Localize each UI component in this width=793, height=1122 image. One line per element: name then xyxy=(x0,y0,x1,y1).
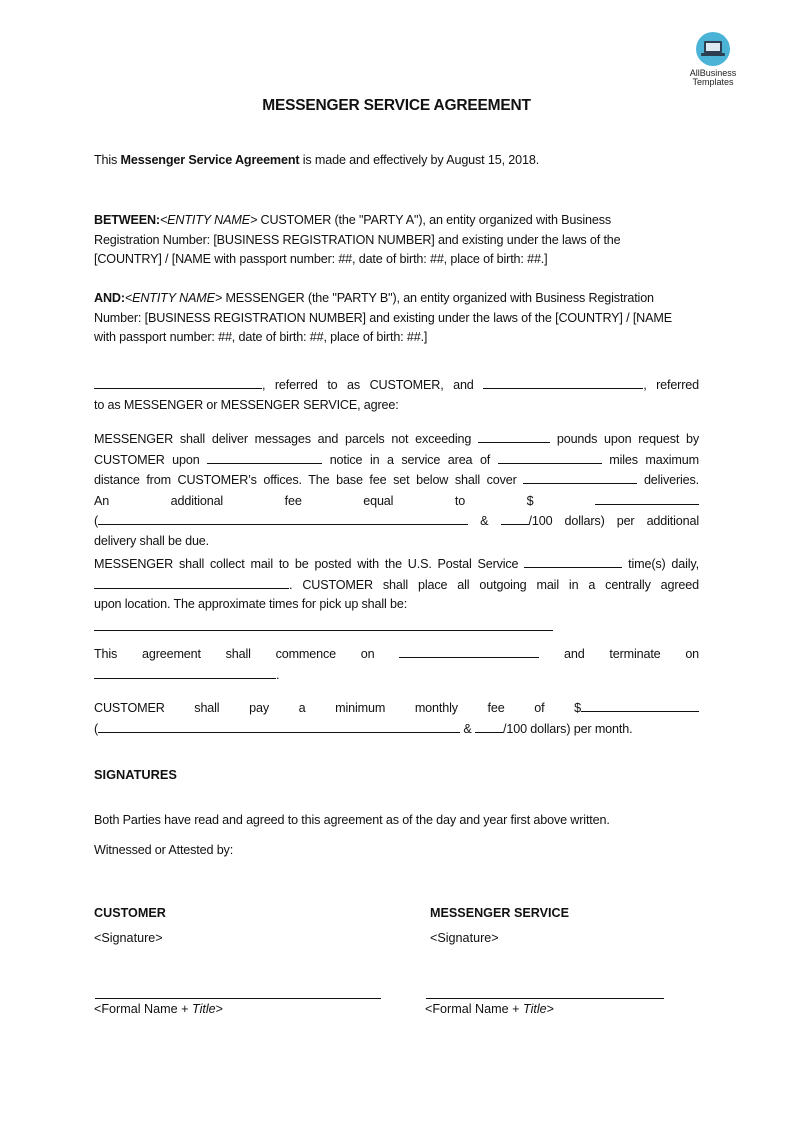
document-title: MESSENGER SERVICE AGREEMENT xyxy=(262,97,531,114)
laptop-icon xyxy=(696,32,730,66)
terminate-date-blank[interactable] xyxy=(94,665,276,679)
word: fee xyxy=(487,701,505,715)
entity-placeholder: <ENTITY NAME> xyxy=(159,213,258,227)
word: fee xyxy=(284,493,302,508)
delivery-text: distance from CUSTOMER’s offices. The base fee set below shall cover xyxy=(94,473,517,487)
word: on xyxy=(360,647,375,661)
word: agreement xyxy=(141,647,201,661)
parties-line2: to as MESSENGER or MESSENGER SERVICE, agree: xyxy=(94,397,399,412)
intro-text-end: is made and effectively by August 15, 2018. xyxy=(299,153,540,167)
comma: , xyxy=(643,378,647,392)
mail-text-line3: upon location. The approximate times for pick up shall be: xyxy=(94,597,408,611)
mail-blank[interactable] xyxy=(94,575,289,589)
word: shall xyxy=(225,647,251,661)
additional-fee-blank[interactable] xyxy=(595,491,699,505)
mail-text: MESSENGER shall collect mail to be posted with the U.S. Postal Service xyxy=(94,557,519,571)
delivery-text: miles maximum xyxy=(609,452,699,467)
delivery-text: MESSENGER shall deliver messages and parcels not exceeding xyxy=(94,432,472,446)
delivery-text: deliveries. xyxy=(643,473,699,487)
word: to xyxy=(454,493,466,508)
customer-label: CUSTOMER xyxy=(94,906,166,920)
monthly-cents-blank[interactable] xyxy=(475,719,503,733)
name-text: <Formal Name + xyxy=(425,1002,523,1016)
word: on xyxy=(685,647,700,661)
times-daily-blank[interactable] xyxy=(524,554,622,568)
delivery-text: notice in a service area of xyxy=(329,452,491,467)
delivery-text-end: delivery shall be due. xyxy=(94,533,210,548)
and-line3: with passport number: ##, date of birth: ##, place of birth: ##.] xyxy=(94,330,428,344)
word: An xyxy=(94,493,110,508)
word: and xyxy=(564,647,585,661)
delivery-paragraph xyxy=(94,429,699,551)
comma: , xyxy=(262,378,266,392)
fee-paragraph xyxy=(94,698,699,739)
mail-text: CUSTOMER shall place all outgoing mail in a centrally agreed xyxy=(302,577,699,592)
allbusiness-logo xyxy=(688,32,738,87)
entity-placeholder: <ENTITY NAME> xyxy=(124,291,223,305)
agreement-name: Messenger Service Agreement xyxy=(120,153,300,167)
period: . xyxy=(276,667,280,682)
period: . xyxy=(289,577,293,592)
commence-date-blank[interactable] xyxy=(399,644,539,658)
and-line2: Number: [BUSINESS REGISTRATION NUMBER] and existing under the laws of the [COUNTRY] / [NAME xyxy=(94,310,672,325)
word: CUSTOMER xyxy=(94,701,165,715)
monthly-fee-blank[interactable] xyxy=(581,698,699,712)
between-line3: [COUNTRY] / [NAME with passport number: ##, date of birth: ##, place of birth: ##.] xyxy=(94,252,548,266)
dollar-sign: $ xyxy=(526,493,534,508)
messenger-signature-line xyxy=(426,998,664,999)
paren: ( xyxy=(94,721,99,736)
agreement-statement: Both Parties have read and agreed to this agreement as of the day and year first above written. xyxy=(94,813,610,827)
miles-blank[interactable] xyxy=(498,450,602,464)
term-paragraph xyxy=(94,644,699,685)
pounds-blank[interactable] xyxy=(478,429,550,443)
customer-signature-placeholder[interactable]: <Signature> xyxy=(94,931,163,945)
paren: ( xyxy=(94,514,99,528)
signatures-heading: SIGNATURES xyxy=(94,767,177,782)
name-text: <Formal Name + xyxy=(94,1002,192,1016)
intro-text: This xyxy=(94,153,121,167)
logo-text-line1: AllBusiness xyxy=(689,68,737,78)
mail-paragraph xyxy=(94,554,699,637)
ampersand: & xyxy=(463,721,472,736)
between-paragraph xyxy=(94,211,699,270)
delivery-text: CUSTOMER upon xyxy=(94,452,200,467)
word: monthly xyxy=(414,701,458,715)
fee-text: /100 dollars) per month. xyxy=(503,721,633,736)
title-text: Title xyxy=(191,1002,216,1016)
ampersand: & xyxy=(480,514,489,528)
word: equal xyxy=(363,493,394,508)
and-label: AND: xyxy=(94,291,125,305)
delivery-text: pounds upon request by xyxy=(556,432,700,446)
customer-formal-name xyxy=(94,1002,223,1016)
word: This xyxy=(94,647,118,661)
intro-paragraph xyxy=(94,151,699,171)
and-paragraph xyxy=(94,289,699,348)
word: minimum xyxy=(335,701,386,715)
pickup-times-blank[interactable] xyxy=(94,617,553,631)
between-line2: Registration Number: [BUSINESS REGISTRATION NUMBER] and existing under the laws of the xyxy=(94,232,621,247)
additional-fee-words-blank[interactable] xyxy=(98,511,468,525)
word: pay xyxy=(249,701,269,715)
messenger-signature-block xyxy=(430,906,569,945)
monthly-fee-words-blank[interactable] xyxy=(98,719,460,733)
customer-signature-block xyxy=(94,906,166,945)
word: terminate xyxy=(609,647,661,661)
deliveries-blank[interactable] xyxy=(523,470,637,484)
messenger-name-blank[interactable] xyxy=(483,375,643,389)
between-label: BETWEEN: xyxy=(94,213,160,227)
parties-text-referred: referred xyxy=(656,378,699,392)
name-text-end: > xyxy=(215,1002,224,1016)
parties-text: referred to as CUSTOMER, and xyxy=(274,378,474,392)
title-text: Title xyxy=(522,1002,547,1016)
dollar-sign: $ xyxy=(574,701,581,715)
cents-blank[interactable] xyxy=(501,511,529,525)
witness-label: Witnessed or Attested by: xyxy=(94,843,234,857)
word: of xyxy=(534,701,545,715)
word: a xyxy=(298,701,306,715)
parties-paragraph xyxy=(94,375,699,415)
word: additional xyxy=(170,493,224,508)
messenger-label: MESSENGER SERVICE xyxy=(430,906,570,920)
messenger-signature-placeholder[interactable]: <Signature> xyxy=(430,931,499,945)
delivery-text: /100 dollars) per additional xyxy=(528,514,699,528)
mail-text: time(s) daily, xyxy=(628,557,699,571)
logo-text-line2: Templates xyxy=(692,77,734,87)
customer-name-blank[interactable] xyxy=(94,375,262,389)
word: commence xyxy=(275,647,336,661)
and-line1: MESSENGER (the "PARTY B"), an entity organized with Business Registration xyxy=(222,291,654,305)
name-text-end: > xyxy=(546,1002,555,1016)
customer-signature-line xyxy=(95,998,381,999)
messenger-formal-name xyxy=(425,1002,554,1016)
word: shall xyxy=(194,701,220,715)
notice-blank[interactable] xyxy=(207,450,322,464)
between-line1: CUSTOMER (the "PARTY A"), an entity organized with Business xyxy=(257,213,612,227)
